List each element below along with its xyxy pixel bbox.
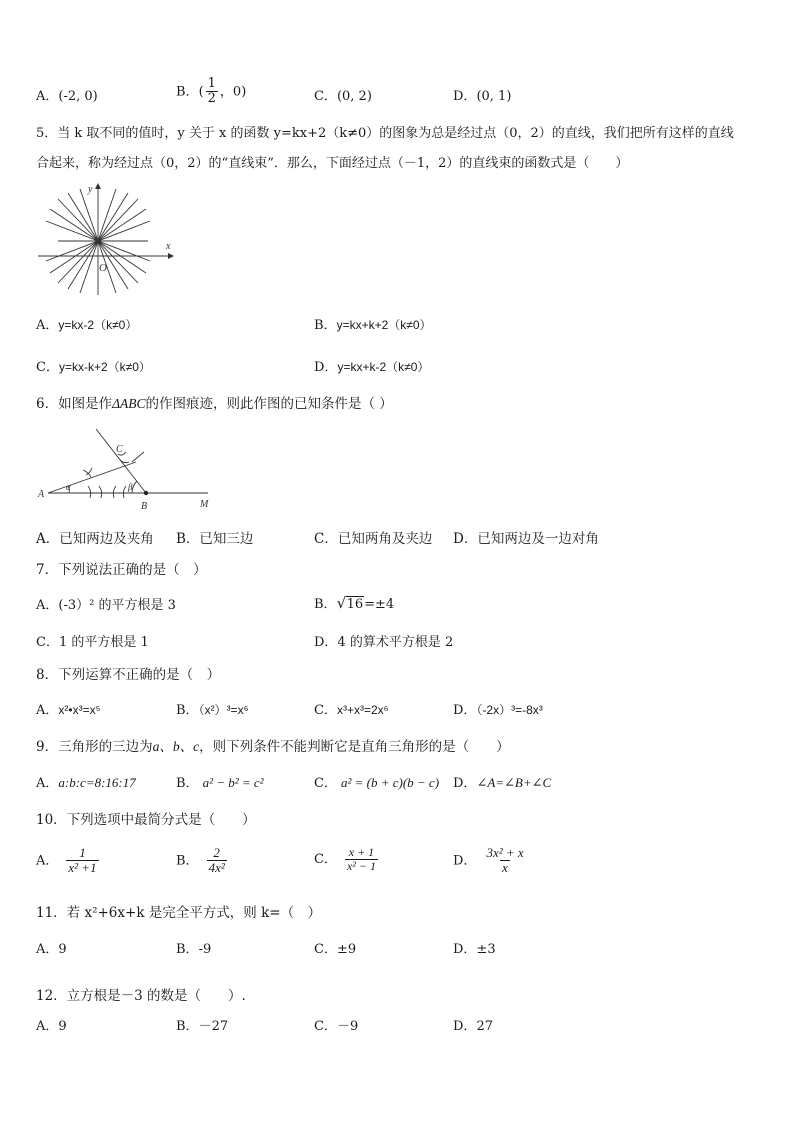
option-letter: A． <box>36 89 59 104</box>
q7-stem: 7．下列说法正确的是（ ） <box>36 562 207 578</box>
option-text: －9 <box>336 1019 359 1034</box>
option-letter: C． <box>36 360 59 375</box>
q7-option-b <box>314 594 395 613</box>
q9-option-a <box>36 775 136 792</box>
q12-option-c <box>314 1019 358 1035</box>
option-letter: A． <box>36 318 59 333</box>
q8-option-c <box>314 703 389 719</box>
label-a: A <box>38 489 45 500</box>
q4-option-b <box>176 77 246 107</box>
q10-stem: 10．下列选项中最简分式是（ ） <box>36 812 256 828</box>
option-text: 已知两边及一边对角 <box>477 531 599 547</box>
label-c: C <box>116 444 123 455</box>
option-text: y=kx-k+2（k≠0） <box>58 360 151 374</box>
q8-stem: 8．下列运算不正确的是（ ） <box>36 667 221 683</box>
q4-option-c <box>314 89 372 105</box>
fraction <box>206 77 218 107</box>
q6-option-d <box>453 531 599 547</box>
q10-option-c <box>314 846 380 874</box>
option-text: ∠A=∠B+∠C <box>476 775 552 790</box>
option-letter: C． <box>314 531 338 547</box>
option-text: a² − b² = c² <box>202 775 264 790</box>
fraction-numerator: 2 <box>213 845 220 860</box>
q12-option-d <box>453 1019 493 1035</box>
option-letter: D． <box>453 776 477 791</box>
fraction-numerator: 3x² + x <box>486 845 524 860</box>
q6-option-b <box>176 531 253 547</box>
option-letter: D． <box>453 942 477 957</box>
radical-sign: √ <box>336 594 347 612</box>
option-text: ±3 <box>476 942 496 957</box>
option-text: =±4 <box>364 597 395 612</box>
option-text: －27 <box>198 1019 229 1034</box>
fraction <box>345 846 378 874</box>
option-letter: B． <box>176 1019 199 1034</box>
y-axis-label: y <box>88 184 93 195</box>
q11-option-b <box>176 942 211 958</box>
q4-option-d <box>453 89 511 105</box>
q5-option-a <box>36 318 137 334</box>
option-text: a² = (b + c)(b − c) <box>340 775 440 790</box>
option-letter: C． <box>314 1019 337 1034</box>
q10-option-b <box>176 846 229 876</box>
option-text: (0, 1) <box>476 89 512 104</box>
fraction <box>484 846 525 876</box>
fraction-denominator: x² − 1 <box>346 859 376 874</box>
fraction-denominator: x <box>502 860 508 876</box>
q9-stem <box>36 739 510 755</box>
option-text: a:b:c=8:16:17 <box>58 775 136 790</box>
q5-option-d <box>314 360 429 376</box>
q6-option-c <box>314 531 432 547</box>
q5-stem-line1: 5．当 k 取不同的值时，y 关于 x 的函数 y=kx+2（k≠0）的图象为总是经过点（0，2）的直线，我们把所有这样的直线 <box>36 126 734 141</box>
q6-stem-post: 的作图痕迹，则此作图的已知条件是（ ） <box>145 396 393 412</box>
q11-option-a <box>36 942 67 958</box>
option-letter: D． <box>453 853 477 869</box>
option-letter: B． <box>314 597 337 612</box>
q8-option-d <box>453 703 543 719</box>
triangle-name: ΔABC <box>112 396 146 411</box>
option-letter: B． <box>176 942 199 957</box>
option-text: (0, 2) <box>336 89 372 104</box>
option-text: （x²）³=x⁶ <box>198 703 249 717</box>
option-letter: D． <box>453 531 478 547</box>
q10-option-d <box>453 846 528 876</box>
q7-option-c: C．1 的平方根是 1 <box>36 635 149 650</box>
q11-option-d <box>453 942 496 958</box>
option-letter: B． <box>176 853 199 869</box>
q12-option-b <box>176 1019 228 1035</box>
option-text: 已知两角及夹边 <box>337 531 433 547</box>
option-letter: A． <box>36 531 60 547</box>
option-letter: C． <box>314 852 337 868</box>
label-m: M <box>200 499 209 510</box>
label-alpha: α <box>66 482 71 492</box>
label-beta: β <box>128 482 133 492</box>
fraction-numerator: 1 <box>79 845 86 860</box>
option-text: x²•x³=x⁵ <box>58 703 101 717</box>
option-letter: A． <box>36 942 59 957</box>
q9-option-b <box>176 775 264 792</box>
ray-ac <box>48 462 136 493</box>
square-root <box>336 594 365 613</box>
option-text: y=kx-2（k≠0） <box>58 318 138 332</box>
option-text: 27 <box>476 1019 493 1034</box>
option-letter: C． <box>314 776 337 791</box>
x-axis-label: x <box>166 241 171 252</box>
option-text: (-2, 0) <box>58 89 98 104</box>
option-text: x³+x³=2x⁶ <box>336 703 389 717</box>
q9-stem-post: ，则下列条件不能判断它是直角三角形的是（ ） <box>199 739 510 755</box>
point-b <box>144 491 148 495</box>
q4-option-a <box>36 89 98 105</box>
option-letter: D． <box>453 703 477 718</box>
option-letter: B． <box>176 776 199 791</box>
q8-option-b <box>176 703 249 719</box>
option-text: y=kx+k-2（k≠0） <box>337 360 430 374</box>
option-text: -9 <box>198 942 212 957</box>
option-letter: B． <box>176 531 200 547</box>
radicand: 16 <box>346 597 364 612</box>
q10-option-a <box>36 846 101 876</box>
q5-stem-line2: 合起来，称为经过点（0，2）的“直线束”．那么，下面经过点（－1，2）的直线束的函数式是（ ） <box>36 156 629 171</box>
fraction <box>66 846 98 876</box>
q9-option-d <box>453 775 551 792</box>
option-text: ±9 <box>336 942 357 957</box>
fraction-denominator: x² +1 <box>68 860 97 876</box>
option-letter: B． <box>176 84 199 100</box>
fraction-numerator: 1 <box>207 76 216 91</box>
q12-stem: 12．立方根是－3 的数是（ ）. <box>36 988 246 1004</box>
option-letter: C． <box>314 89 337 104</box>
option-text: 9 <box>58 1019 67 1034</box>
option-paren-close: ，0) <box>219 84 247 100</box>
option-letter: C． <box>314 703 337 718</box>
option-letter: D． <box>453 1019 477 1034</box>
side-variables: a、b、c <box>152 739 200 754</box>
option-letter: A． <box>36 853 59 869</box>
q8-option-a <box>36 703 101 719</box>
option-text: 9 <box>58 942 67 957</box>
option-letter: B． <box>314 318 337 333</box>
fraction-denominator: 2 <box>207 91 216 107</box>
option-text: 已知两边及夹角 <box>59 531 154 547</box>
fraction <box>207 846 227 876</box>
option-paren-open: ( <box>198 84 204 100</box>
q9-stem-pre: 9．三角形的三边为 <box>36 739 153 755</box>
q6-option-a <box>36 531 154 547</box>
q11-option-c <box>314 942 356 958</box>
origin-label: O <box>99 262 107 274</box>
label-b: B <box>141 501 148 512</box>
option-text: 已知三边 <box>199 531 254 547</box>
q6-stem <box>36 396 393 412</box>
option-letter: D． <box>453 89 477 104</box>
q11-stem: 11．若 x²+6x+k 是完全平方式，则 k=（ ） <box>36 905 322 921</box>
q9-option-c <box>314 775 439 792</box>
option-letter: D． <box>314 360 338 375</box>
option-text: （-2x）³=-8x³ <box>476 703 543 717</box>
option-text: y=kx+k+2（k≠0） <box>336 318 432 332</box>
q12-option-a <box>36 1019 67 1035</box>
q5-option-b <box>314 318 432 334</box>
option-letter: A． <box>36 1019 59 1034</box>
q7-option-a: A．(-3）² 的平方根是 3 <box>36 598 176 613</box>
option-letter: B． <box>176 703 199 718</box>
line-bundle-figure <box>36 183 176 298</box>
q5-option-c <box>36 360 151 376</box>
option-letter: A． <box>36 703 59 718</box>
fraction-denominator: 4x² <box>208 860 225 876</box>
fraction-numerator: x + 1 <box>348 845 375 859</box>
triangle-construction-figure <box>36 424 216 514</box>
q6-stem-pre: 6．如图是作 <box>36 396 113 412</box>
q7-option-d: D．4 的算术平方根是 2 <box>314 635 454 650</box>
option-letter: C． <box>314 942 337 957</box>
option-letter: A． <box>36 776 59 791</box>
